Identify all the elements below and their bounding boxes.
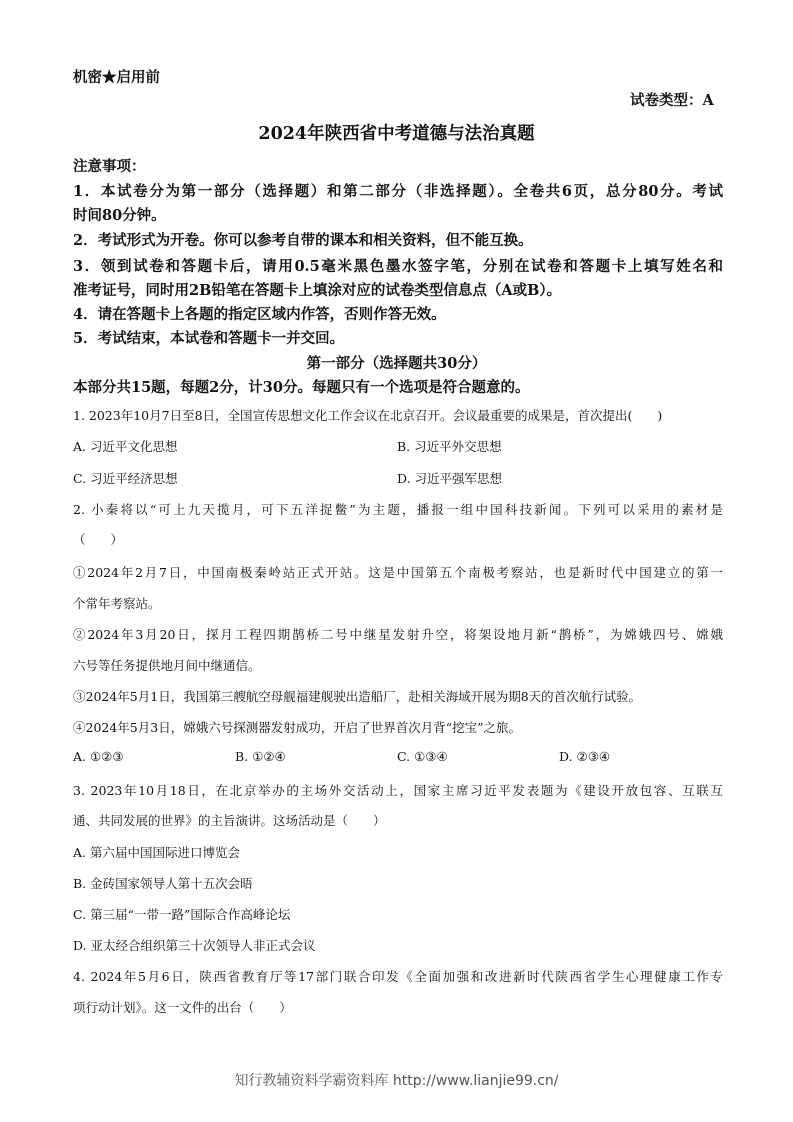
note-2: 2．考试形式为开卷。你可以参考自带的课本和相关资料，但不能互换。 [73, 232, 533, 249]
q3-stem-line-1: 3. 2023年10月18日，在北京举办的主场外交活动上，国家主席习近平发表题为《建设开放包容、互联互 [73, 783, 723, 798]
q2-stem-line-2: （ ） [73, 532, 124, 547]
note-3-line-2: 准考证号，同时用2B铅笔在答题卡上填涂对应的试卷类型信息点（A或B）。 [73, 282, 562, 299]
q3-option-d: D. 亚太经合组织第三十次领导人非正式会议 [73, 938, 316, 953]
paper-type: 试卷类型：A [630, 92, 714, 109]
note-3-line-1: 3．领到试卷和答题卡后，请用0.5毫米黑色墨水签字笔，分别在试卷和答题卡上填写姓名和 [73, 258, 723, 275]
q1-stem: 1. 2023年10月7日至8日，全国宣传思想文化工作会议在北京召开。会议最重要的成果是，首次提出( ) [73, 408, 663, 423]
q3-option-b: B. 金砖国家领导人第十五次会晤 [73, 876, 253, 891]
q3-option-c: C. 第三届“一带一路”国际合作高峰论坛 [73, 907, 291, 922]
page-title: 2024年陕西省中考道德与法治真题 [258, 124, 535, 144]
q2-option-c: C. ①③④ [397, 749, 448, 764]
q3-option-a: A. 第六届中国国际进口博览会 [73, 845, 240, 860]
q2-item-2-line-2: 六号等任务提供地月间中继通信。 [73, 658, 261, 673]
q2-option-a: A. ①②③ [73, 749, 124, 764]
footer-watermark: 知行教辅资料学霸资料库 http://www.lianjie99.cn/ [234, 1073, 559, 1089]
q1-option-c: C. 习近平经济思想 [73, 471, 178, 486]
q4-stem-line-1: 4. 2024年5月6日，陕西省教育厅等17部门联合印发《全面加强和改进新时代陕西省学生心理健康工作专 [73, 969, 723, 984]
note-4: 4．请在答题卡上各题的指定区域内作答，否则作答无效。 [73, 306, 446, 323]
q3-stem-line-2: 通、共同发展的世界》的主旨演讲。这场活动是（ ） [73, 813, 386, 828]
q2-option-b: B. ①②④ [235, 749, 286, 764]
q2-stem-line-1: 2. 小秦将以“可上九天揽月，可下五洋捉鳖”为主题，播报一组中国科技新闻。下列可以采用的素材是 [73, 502, 723, 517]
q2-item-3: ③2024年5月1日，我国第三艘航空母舰福建舰驶出造船厂，赴相关海域开展为期8天的首次航行试验。 [73, 689, 642, 704]
part1-desc: 本部分共15题，每题2分，计30分。每题只有一个选项是符合题意的。 [73, 379, 530, 396]
q1-option-a: A. 习近平文化思想 [73, 439, 178, 454]
q1-option-b: B. 习近平外交思想 [397, 439, 502, 454]
q2-item-4: ④2024年5月3日，嫦娥六号探测器发射成功，开启了世界首次月背“挖宝”之旅。 [73, 720, 521, 735]
q2-item-1-line-1: ①2024年2月7日，中国南极秦岭站正式开站。这是中国第五个南极考察站，也是新时代中国建立的第一 [73, 565, 723, 580]
part1-title: 第一部分（选择题共30分） [306, 355, 487, 372]
notes-heading: 注意事项： [73, 158, 146, 175]
q4-stem-line-2: 项行动计划》。这一文件的出台（ ） [73, 1000, 292, 1015]
note-1-line-1: 1．本试卷分为第一部分（选择题）和第二部分（非选择题）。全卷共6页，总分80分。考试 [73, 183, 723, 200]
note-5: 5．考试结束，本试卷和答题卡一并交回。 [73, 330, 345, 347]
q2-option-d: D. ②③④ [559, 749, 611, 764]
q2-item-1-line-2: 个常年考察站。 [73, 596, 161, 611]
q1-option-d: D. 习近平强军思想 [397, 471, 503, 486]
q2-item-2-line-1: ②2024年3月20日，探月工程四期鹊桥二号中继星发射升空，将架设地月新“鹊桥”，为嫦娥四号、嫦娥 [73, 627, 723, 642]
note-1-line-2: 时间80分钟。 [73, 207, 166, 224]
secret-mark: 机密★启用前 [73, 69, 160, 86]
